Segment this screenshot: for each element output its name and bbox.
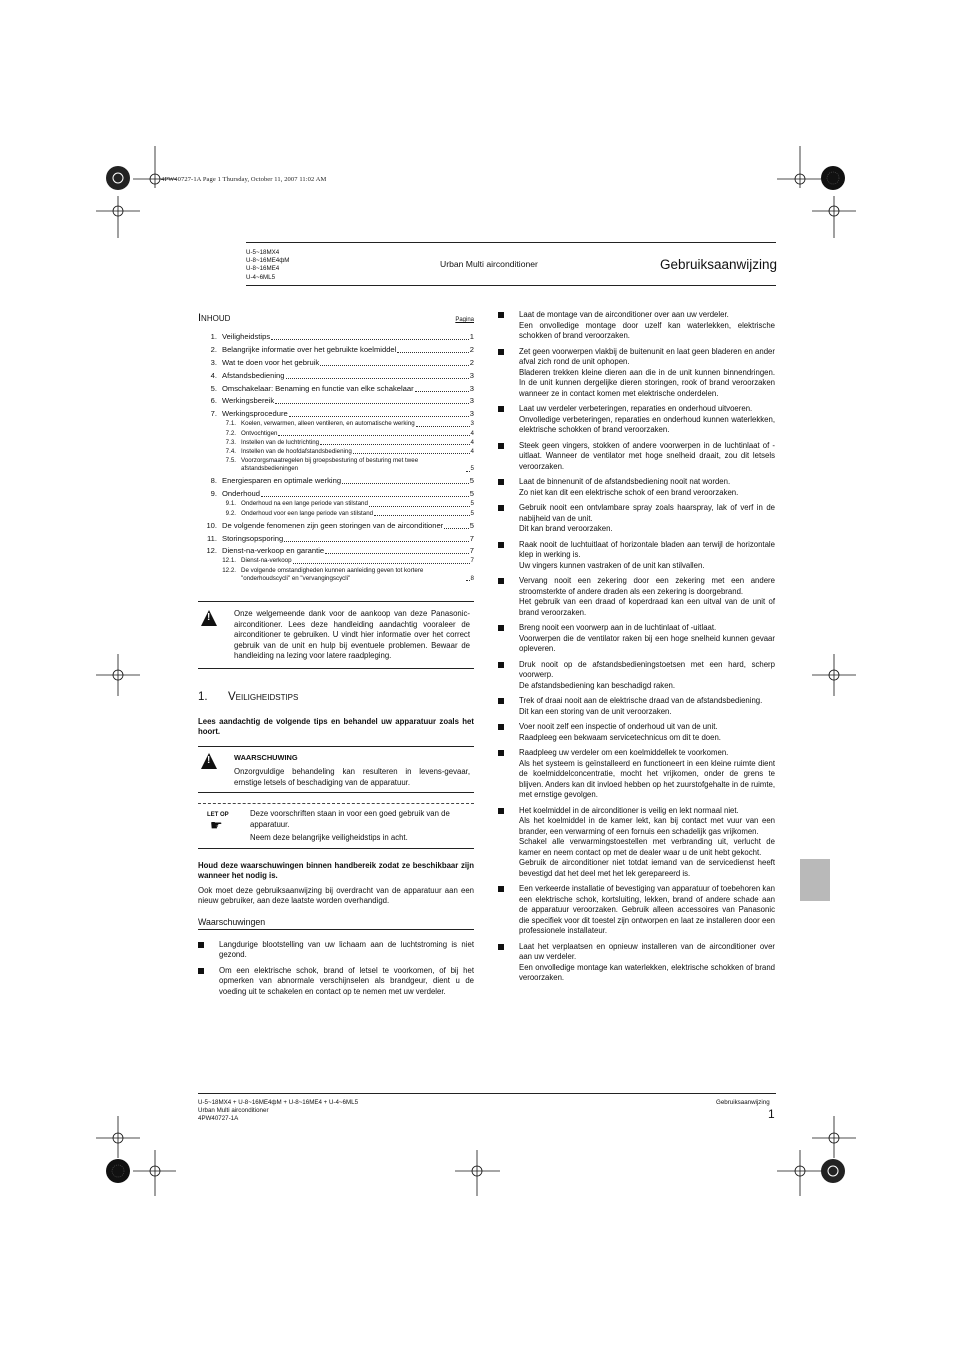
bullet-line: Voorwerpen die de ventilator raken bij een hoge snelheid kunnen gevaar opleveren.: [519, 633, 775, 653]
bullet-line: Een verkeerde installatie of bevestiging van apparatuur of toebehoren kan een elektrische schok, kortsluiting, lekken, brand of andere schade aan de apparatuur veroorzaken. Gebruik alleen accessoires van Panasonic die specifiek voor dit toestel zijn ontworpen en laat ze installeren door een professionele installateur.: [519, 884, 775, 935]
intro-text: Onze welgemeende dank voor de aankoop van deze Panasonic-airconditioner. Lees deze handleiding aandachtig vooraleer de airconditioner te gebruiken. U vindt hier informatie over het correct gebruik van de unit en hulp bij eventuele problemen. Bewaar de handleiding na lezing voor latere raadpleging.: [234, 609, 470, 661]
bullet-line: Om een elektrische schok, brand of letsel te voorkomen, of bij het opmerken van abnormale verschijnselen als brandgeur, dient u de voeding uit te schakelen en contact op te nemen met uw verdeler.: [219, 965, 474, 996]
toc-entry-page: 5: [470, 500, 474, 508]
bullet-line: Zo niet kan dit een elektrische schok of een brand veroorzaken.: [519, 487, 739, 497]
bullet-line: Langdurige blootstelling van uw lichaam aan de luchtstroming is niet gezond.: [219, 939, 474, 960]
bullet-square-icon: [498, 625, 504, 631]
footer-line: 4PW40727-1A: [198, 1115, 239, 1123]
toc-entry-text: De volgende omstandigheden kunnen aanleiding geven tot kortere "onderhoudscycli" en "vervangingscycli": [241, 566, 424, 582]
toc-entry-number: 9.2.: [225, 509, 236, 517]
toc-subentry[interactable]: [198, 430, 474, 438]
toc-dot-leader: [374, 515, 469, 516]
bullet-line: Breng nooit een voorwerp aan in de luchtinlaat of -uitlaat.: [519, 623, 717, 632]
toc-subentry[interactable]: [198, 420, 474, 428]
warning-bullet: [498, 441, 775, 473]
toc-entry-text: Omschakelaar: Benaming en functie van elke schakelaar: [222, 383, 414, 393]
caution-line: Deze voorschriften staan in voor een goed gebruik van de apparatuur.: [250, 809, 450, 829]
bullet-line: Steek geen vingers, stokken of andere voorwerpen in de luchtinlaat of -uitlaat. Wanneer de ventilator met hoge snelheid draait, zou dit letsels veroorzaken.: [519, 440, 775, 471]
toc-entry-page: 7: [470, 557, 474, 565]
toc-dot-leader: [416, 426, 470, 427]
warning-bullet: [498, 540, 775, 572]
bullet-line: Een onvolledige montage door uzelf kan waterlekken, elektrische schokken of brand veroorzaken.: [519, 320, 775, 340]
toc-header: [198, 300, 474, 326]
toc-dot-leader: [275, 403, 469, 404]
toc-entry-number: 1.: [210, 332, 217, 341]
bullet-line: Raadpleeg een bekwaam servicetechnicus om dit te doen.: [519, 732, 721, 742]
intro-box: [198, 601, 474, 669]
toc-entry-body: [222, 534, 474, 544]
toc-entry-number: 12.2.: [222, 566, 236, 574]
bullet-square-icon: [498, 724, 504, 730]
toc-entry-number: 9.1.: [225, 500, 236, 508]
warning-bullet: [498, 404, 775, 436]
toc-subentry[interactable]: [198, 510, 474, 518]
toc-entry-text: Werkingsbereik: [222, 396, 275, 406]
page-number: 1: [768, 1107, 775, 1121]
bullet-square-icon: [498, 312, 504, 318]
warning-bullet: [498, 310, 775, 342]
toc-entry-text: Veiligheidstips: [222, 332, 271, 341]
header-models: [246, 249, 289, 282]
bullet-line: Dit kan brand veroorzaken.: [519, 524, 613, 533]
toc-dot-leader: [271, 339, 469, 340]
bullet-line: Het koelmiddel in de airconditioner is veilig en lekt normaal niet.: [519, 805, 739, 815]
toc-entry[interactable]: [198, 521, 474, 531]
toc-entry-text: Onderhoud: [222, 489, 260, 499]
toc-subentry[interactable]: [198, 557, 474, 565]
caution-line: Neem deze belangrijke veiligheidstips in acht.: [250, 833, 408, 843]
toc-entry-number: 7.3.: [225, 438, 236, 446]
bullet-line: Uw vingers kunnen vastraken of de unit kan stilvallen.: [519, 560, 705, 570]
bullet-square-icon: [498, 406, 504, 412]
toc-entry-number: 12.: [206, 546, 217, 556]
bullet-square-icon: [498, 808, 504, 814]
warning-bullet: [498, 623, 775, 655]
bullet-square-icon: [498, 662, 504, 668]
toc-entry-text: De volgende fenomenen zijn geen storingen van de airconditioner: [222, 520, 444, 530]
toc-entry[interactable]: [198, 358, 474, 368]
toc-dot-leader: [278, 435, 469, 436]
toc-title: Inhoud: [198, 312, 231, 324]
toc-dot-leader: [397, 352, 468, 353]
toc-entry[interactable]: [198, 396, 474, 406]
toc-entry-text: Belangrijke informatie over het gebruikte koelmiddel: [222, 344, 397, 354]
toc-entry-body: [241, 439, 474, 447]
bullet-line: Laat de montage van de airconditioner over aan uw verdeler.: [519, 310, 729, 319]
bullet-line: Bladeren trekken kleine dieren aan die in de unit kunnen binnendringen. In de unit kunnen dergelijke dieren storingen, rook of brand veroorzaken wanneer ze in contact komen met elektrische onderdelen.: [519, 367, 775, 398]
warning-bullet: [198, 966, 474, 998]
toc-dot-leader: [444, 528, 469, 529]
toc-entry[interactable]: [198, 534, 474, 544]
toc-entry-page: 3: [469, 370, 474, 380]
toc-entry-page: 5: [470, 465, 474, 473]
warning-bullet: [498, 722, 775, 743]
toc-entry[interactable]: [198, 489, 474, 499]
toc-entry-body: [241, 567, 474, 583]
toc-entry-text: Koelen, verwarmen, alleen ventileren, en automatische werking: [241, 420, 415, 428]
toc-entry-page: 5: [470, 509, 474, 517]
left-warnings-list: [198, 940, 474, 998]
section-title: [198, 691, 474, 703]
toc-dot-leader: [320, 444, 469, 445]
toc-dot-leader: [320, 365, 469, 366]
bullet-square-icon: [198, 968, 204, 974]
warning-bullet: [498, 806, 775, 880]
bullet-line: Onvolledige verbeteringen, reparaties en onderhoud kunnen waterlekken, elektrische schokken of brand veroorzaken.: [519, 414, 775, 434]
warning-bullet: [198, 940, 474, 961]
caution-box: [198, 803, 474, 848]
toc-entry-body: [241, 500, 474, 508]
warning-bullet: [498, 660, 775, 692]
keep-warnings-text: Houd deze waarschuwingen binnen handbereik zodat ze beschikbaar zijn wanneer het nodig is.: [198, 860, 474, 881]
warning-bullet: [498, 748, 775, 801]
warning-label: WAARSCHUWING: [234, 752, 298, 762]
toc-dot-leader: [353, 453, 470, 454]
toc-entry-text: Ontvochtigen: [241, 429, 278, 437]
toc-subentry[interactable]: [198, 439, 474, 447]
toc-entry[interactable]: [198, 332, 474, 342]
toc-entry-body: [222, 396, 474, 406]
toc-entry-body: [222, 409, 474, 419]
model-line: U-8~16ME4фM: [246, 257, 290, 265]
warning-box: [198, 746, 474, 794]
toc-entry-body: [222, 384, 474, 394]
warning-bullet: [498, 884, 775, 937]
toc-entry-page: 3: [469, 409, 474, 419]
bullet-square-icon: [498, 944, 504, 950]
model-line: U-5~18MX4: [246, 249, 280, 256]
toc-entry-number: 7.2.: [225, 429, 236, 437]
bullet-line: Trek of draai nooit aan de elektrische draad van de afstandsbediening.: [519, 696, 763, 705]
bullet-square-icon: [498, 698, 504, 704]
warning-triangle-icon: [201, 753, 217, 769]
table-of-contents: [198, 332, 474, 583]
bullet-line: Laat de binnenunit of de afstandsbediening nooit nat worden.: [519, 477, 731, 486]
bullet-line: Raadpleeg uw verdeler om een koelmiddellek te voorkomen.: [519, 748, 729, 757]
bullet-line: Dit kan een storing van de unit veroorzaken.: [519, 706, 672, 716]
bullet-line: Laat uw verdeler verbeteringen, reparaties en onderhoud uitvoeren.: [519, 404, 753, 413]
bullet-line: Zet geen voorwerpen vlakbij de buitenunit en laat geen bladeren en ander afval zich rond de unit ophopen.: [519, 346, 775, 366]
bullet-square-icon: [498, 349, 504, 355]
bullet-line: Voer nooit zelf een inspectie of onderhoud uit van de unit.: [519, 722, 718, 731]
toc-entry-text: Dienst-na-verkoop en garantie: [222, 546, 325, 556]
toc-entry-text: Dienst-na-verkoop: [241, 557, 292, 565]
warning-bullet: [498, 477, 775, 498]
toc-entry-body: [241, 457, 474, 473]
warning-triangle-icon: [201, 610, 217, 626]
toc-dot-leader: [325, 553, 469, 554]
toc-entry-body: [222, 546, 474, 556]
toc-entry-text: Instellen van de luchtrichting: [241, 438, 320, 446]
bullet-line: Laat het verplaatsen en opnieuw installeren van de airconditioner over aan uw verdeler.: [519, 941, 775, 961]
toc-entry-page: 5: [469, 520, 474, 530]
toc-entry-page: 3: [469, 396, 474, 406]
toc-entry-page: 7: [469, 533, 474, 543]
toc-entry-text: Energiesparen en optimale werking: [222, 476, 342, 486]
handover-text: Ook moet deze gebruiksaanwijzing bij overdracht van de apparatuur aan een nieuw gebruiker, aan deze laatste worden overhandigd.: [198, 885, 474, 906]
bullet-line: Raak nooit de luchtuitlaat of horizontale bladen aan terwijl de horizontale klep in werking is.: [519, 539, 775, 559]
toc-entry-number: 7.5.: [225, 457, 236, 465]
toc-entry-text: Onderhoud voor een lange periode van stilstand: [241, 509, 374, 517]
toc-dot-leader: [466, 580, 470, 581]
toc-entry-page: 4: [470, 438, 474, 446]
warning-bullet: [498, 576, 775, 618]
warning-bullet: [498, 696, 775, 717]
toc-entry-number: 7.1.: [225, 420, 236, 428]
toc-entry-number: 8.: [210, 476, 217, 486]
toc-subentry[interactable]: [198, 448, 474, 456]
toc-entry[interactable]: [198, 476, 474, 486]
toc-entry-page: 2: [469, 344, 474, 354]
caution-label: LET OP: [207, 812, 229, 819]
toc-entry-body: [241, 420, 474, 428]
bullet-line: Vervang nooit een zekering door een zekering met een andere stroomsterkte of andere draden als een zekering is doorgebrand.: [519, 576, 775, 596]
toc-entry[interactable]: [198, 384, 474, 394]
toc-entry-text: Werkingsprocedure: [222, 409, 288, 419]
bullet-square-icon: [498, 886, 504, 892]
left-column: [198, 300, 474, 1002]
warning-bullet: [498, 503, 775, 535]
toc-entry-page: 5: [469, 489, 474, 499]
toc-entry-page: 3: [469, 383, 474, 393]
header-product-title: Urban Multi airconditioner: [440, 259, 538, 269]
header-top-rule: [246, 242, 776, 243]
toc-dot-leader: [289, 416, 469, 417]
header-bottom-rule: [246, 285, 776, 286]
toc-entry-body: [222, 476, 474, 486]
footer-doc-title: Gebruiksaanwijzing: [716, 1099, 770, 1106]
toc-entry-page: 5: [469, 476, 474, 486]
toc-entry-text: Afstandsbediening: [222, 370, 285, 380]
toc-dot-leader: [284, 541, 469, 542]
toc-entry-body: [222, 521, 474, 531]
bullet-square-icon: [498, 443, 504, 449]
toc-entry-page: 2: [469, 357, 474, 367]
model-line: U-4~6ML5: [246, 273, 276, 281]
footer-line: U-5~18MX4 + U-8~16ME4фM + U-8~16ME4 + U-4~6ML5: [198, 1099, 359, 1106]
toc-entry-body: [241, 510, 474, 518]
bullet-square-icon: [198, 942, 204, 948]
bullet-line: Als het systeem is geïnstalleerd en functioneert in een kleine ruimte dient de koelmiddelconcentratie, mocht het vrijkomen, onder de grens te blijven. Anders kan dit invloed hebben op het zuurstofgehalte in de ruimte, met ernstige gevolgen.: [519, 758, 775, 799]
bullet-line: Als het koelmiddel in de kamer lekt, kan bij contact met vuur van een brander, een verwarming of een fornuis een schadelijk gas vrijkomen.: [519, 816, 775, 836]
toc-subentry[interactable]: [198, 567, 474, 583]
footer-rule: [198, 1093, 776, 1094]
toc-entry-body: [222, 371, 474, 381]
bullet-line: Gebruik nooit een ontvlambare spray zoals haarspray, lak of verf in de nabijheid van de unit.: [519, 503, 775, 523]
bullet-line: De afstandsbediening kan beschadigd raken.: [519, 680, 676, 690]
bullet-square-icon: [498, 542, 504, 548]
toc-entry-number: 4.: [210, 370, 217, 380]
footer-line: Urban Multi airconditioner: [198, 1107, 269, 1115]
section-tab-marker: [800, 859, 830, 901]
toc-subentry[interactable]: [198, 457, 474, 473]
toc-dot-leader: [261, 496, 469, 497]
toc-entry-number: 10.: [206, 520, 217, 530]
toc-entry-text: Instellen van de hoofdafstandsbediening: [241, 447, 352, 455]
section-heading: Veiligheidstips: [228, 690, 299, 703]
toc-entry-number: 5.: [210, 383, 217, 393]
toc-entry-page: 1: [469, 332, 474, 341]
toc-dot-leader: [286, 378, 469, 379]
toc-entry-text: Wat te doen voor het gebruik: [222, 357, 320, 367]
toc-entry-body: [222, 332, 474, 342]
header-document-title: Gebruiksaanwijzing: [660, 257, 778, 272]
toc-entry-text: Onderhoud na een lange periode van stilstand: [241, 500, 368, 508]
toc-entry[interactable]: [198, 546, 474, 556]
toc-entry[interactable]: [198, 371, 474, 381]
warnings-subheading: Waarschuwingen: [198, 917, 474, 930]
bullet-line: Het gebruik van een draad of koperdraad kan een uitval van de unit of brand veroorzaken.: [519, 597, 775, 617]
bullet-line: Een onvolledige montage kan waterlekken, elektrische schokken of brand veroorzaken.: [519, 962, 775, 982]
caution-bottom-rule: [198, 848, 474, 849]
bullet-line: Gebruik de airconditioner niet totdat iemand van de servicedienst heeft bevestigd dat het deel met het lek gerepareerd is.: [519, 858, 775, 878]
toc-entry-body: [222, 358, 474, 368]
toc-entry-number: 2.: [210, 344, 217, 354]
toc-entry-page: 4: [470, 447, 474, 455]
toc-entry-body: [241, 430, 474, 438]
toc-subentry[interactable]: [198, 500, 474, 508]
toc-entry[interactable]: [198, 409, 474, 419]
footer-left: [198, 1099, 358, 1124]
toc-entry-number: 3.: [210, 357, 217, 367]
section-lead: Lees aandachtig de volgende tips en behandel uw apparatuur zoals het hoort.: [198, 716, 474, 737]
toc-entry-body: [222, 345, 474, 355]
warning-text: Onzorgvuldige behandeling kan resulteren in levens-gevaar, ernstige letsels of beschadiging van de apparatuur.: [234, 767, 470, 787]
toc-entry-page: 4: [470, 429, 474, 437]
bullet-square-icon: [498, 750, 504, 756]
bullet-square-icon: [498, 505, 504, 511]
right-warnings-list: [498, 310, 775, 989]
model-line: U-8~16ME4: [246, 265, 280, 273]
toc-entry-number: 12.1.: [222, 557, 236, 565]
toc-entry[interactable]: [198, 345, 474, 355]
toc-entry-number: 7.4.: [225, 447, 236, 455]
bullet-line: Druk nooit op de afstandsbedieningstoetsen met een hard, scherp voorwerp.: [519, 659, 775, 679]
warning-bullet: [498, 942, 775, 984]
toc-entry-body: [241, 448, 474, 456]
toc-dot-leader: [415, 391, 469, 392]
toc-entry-text: Storingsopsporing: [222, 533, 284, 543]
toc-entry-number: 11.: [207, 533, 217, 543]
bullet-square-icon: [498, 578, 504, 584]
toc-entry-number: 7.: [210, 409, 217, 419]
toc-dot-leader: [466, 471, 470, 472]
toc-entry-number: 9.: [210, 489, 217, 499]
bullet-line: Schakel alle verwarmingstoestellen met verbranding uit, verlucht de kamer en neem contact op met de dealer waar u de unit hebt gekocht.: [519, 837, 775, 857]
toc-entry-page: 8: [470, 574, 474, 582]
section-number: 1.: [198, 690, 208, 703]
toc-dot-leader: [342, 483, 469, 484]
toc-dot-leader: [293, 563, 470, 564]
toc-dot-leader: [369, 506, 470, 507]
toc-entry-body: [241, 557, 474, 565]
toc-page-label: Pagina: [455, 317, 474, 323]
bullet-square-icon: [498, 479, 504, 485]
warning-bullet: [498, 347, 775, 400]
toc-entry-number: 6.: [210, 396, 217, 406]
toc-entry-text: Voorzorgsmaatregelen bij groepsbesturing of besturing met twee afstandsbedieningen: [241, 457, 419, 473]
print-imprint: 4PW40727-1A Page 1 Thursday, October 11, 2007 11:02 AM: [161, 176, 327, 183]
toc-entry-page: 7: [469, 546, 474, 556]
toc-entry-body: [222, 489, 474, 499]
pointing-hand-icon: ☛: [210, 817, 223, 834]
toc-entry-page: 3: [470, 420, 474, 428]
